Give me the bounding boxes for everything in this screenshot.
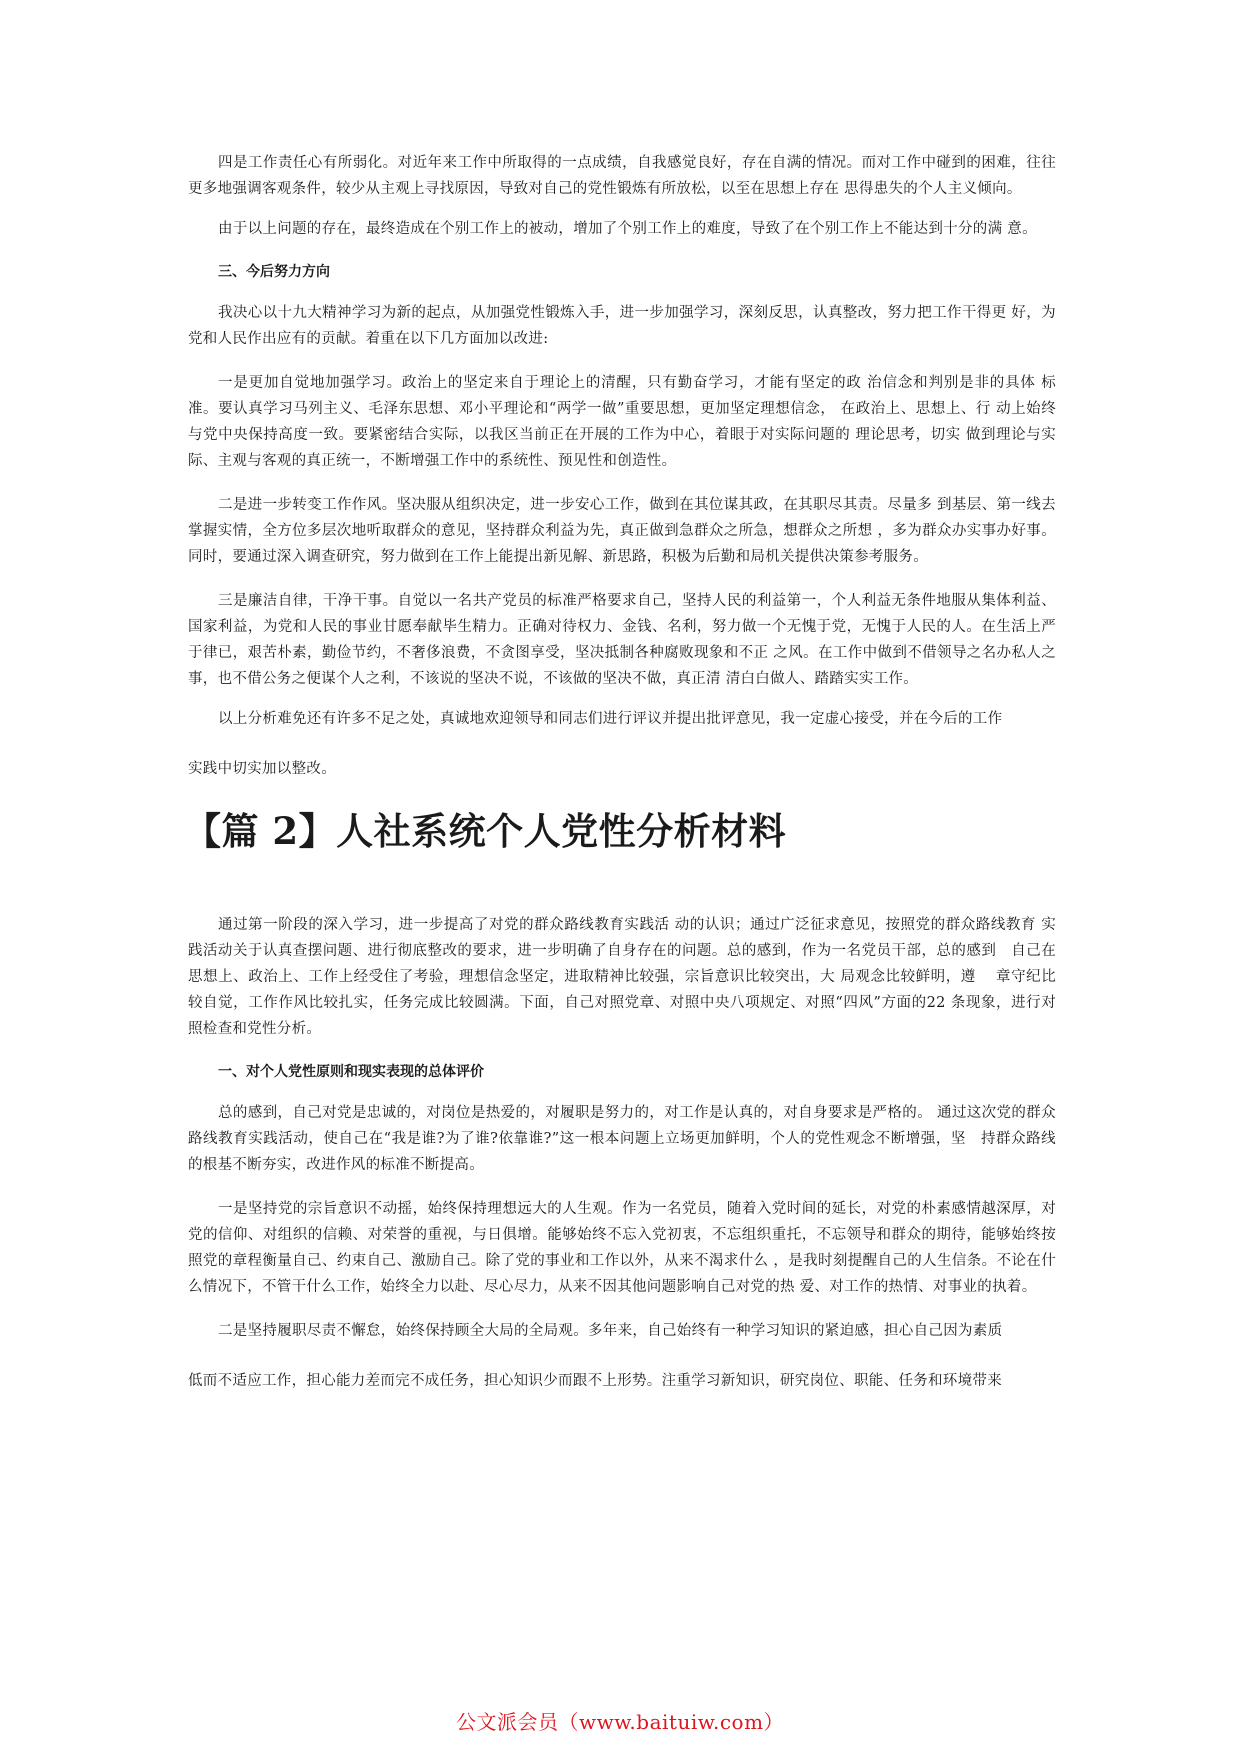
paragraph-resolve: 我决心以十九大精神学习为新的起点，从加强党性锻炼入手，进一步加强学习，深刻反思，认真整改，努力把工作干得更 好，为党和人民作出应有的贡献。着重在以下几方面加以改进: — [188, 305, 1056, 347]
paragraph-duty-continued: 低而不适应工作，担心能力差而完不成任务，担心知识少而跟不上形势。注重学习新知识，研究岗位、职能、任务和环境带来 — [188, 1373, 1002, 1389]
paragraph-integrity: 三是廉洁自律，干净干事。自觉以一名共产党员的标准严格要求自己，坚持人民的利益第一，个人利益无条件地服从集体利益、国家利益，为党和人民的事业甘愿奉献毕生精力。正确对待权力、金钱、名利，努力做一个无愧于党，无愧于人民的人。在生活上严于律已，艰苦朴素，勤俭节约，不奢侈浪费，不贪图享受，坚决抵制各种腐败现象和不正 之风。在工作中做到不借领导之名办私人之事，也不借公务之便谋个人之利，不该说的坚决不说，不该做的坚决不做，真正清 清白白做人、踏踏实实工作。 — [188, 593, 1056, 687]
footer-watermark-link[interactable]: 公文派会员（www.baituiw.com） — [455, 1710, 785, 1734]
paragraph-intro: 通过第一阶段的深入学习，进一步提高了对党的群众路线教育实践活 动的认识；通过广泛征求意见，按照党的群众路线教育 实践活动关于认真查摆问题、进行彻底整改的要求，进一步明确了自身存在的问题。总的感到，作为一名党员干部，总的感到 自己在思想上、政治上、工作上经受住了考验，理想信念坚定，进取精神比较强，宗旨意识比较突出，大 局观念比较鲜明，遵 章守纪比较自觉，工作作风比较扎实，任务完成比较圆满。下面，自己对照党章、对照中央八项规定、对照“四风”方面的22 条现象，进行对照检查和党性分析。 — [188, 917, 1056, 1037]
paragraph-work-responsibility: 四是工作责任心有所弱化。对近年来工作中所取得的一点成绩，自我感觉良好，存在自满的情况。而对工作中碰到的困难，往往更多地强调客观条件，较少从主观上寻找原因，导致对自己的党性锻炼有所放松，以至在思想上存在 思得患失的个人主义倾向。 — [188, 155, 1056, 197]
paragraph-closing-continued: 实践中切实加以整改。 — [188, 761, 336, 777]
section-title: 【篇 2】人社系统个人党性分析材料 — [184, 809, 787, 853]
paragraph-study: 一是更加自觉地加强学习。政治上的坚定来自于理论上的清醒，只有勤奋学习，才能有坚定的政 治信念和判别是非的具体 标准。要认真学习马列主义、毛泽东思想、邓小平理论和“两学一做”重要思想，更加坚定理想信念， 在政治上、思想上、行 动上始终与党中央保持高度一致。要紧密结合实际，以我区当前正在开展的工作为中心，着眼于对实际问题的 理论思考，切实 做到理论与实际、主观与客观的真正统一，不断增强工作中的系统性、预见性和创造性。 — [188, 375, 1056, 469]
paragraph-duty: 二是坚持履职尽责不懈怠，始终保持顾全大局的全局观。多年来，自己始终有一种学习知识的紧迫感，担心自己因为素质 — [218, 1323, 1003, 1339]
document-body — [184, 150, 1056, 1412]
paragraph-closing: 以上分析难免还有许多不足之处，真诚地欢迎领导和同志们进行评议并提出批评意见，我一定虚心接受，并在今后的工作 — [218, 711, 1003, 727]
heading-overall-evaluation: 一、对个人党性原则和现实表现的总体评价 — [218, 1064, 484, 1080]
paragraph-result: 由于以上问题的存在，最终造成在个别工作上的被动，增加了个别工作上的难度，导致了在个别工作上不能达到十分的满 意。 — [218, 221, 1037, 237]
paragraph-overall: 总的感到，自己对党是忠诚的，对岗位是热爱的，对履职是努力的，对工作是认真的，对自身要求是严格的。 通过这次党的群众路线教育实践活动，使自己在“我是谁?为了谁?依靠谁?”这一根本问题上立场更加鲜明，个人的党性观念不断增强，坚 持群众路线的根基不断夯实，改进作风的标准不断提高。 — [188, 1105, 1056, 1173]
paragraph-work-style: 二是进一步转变工作作风。坚决服从组织决定，进一步安心工作，做到在其位谋其政，在其职尽其责。尽量多 到基层、第一线去掌握实情，全方位多层次地听取群众的意见，坚持群众利益为先，真正做到急群众之所急，想群众之所想 ，多为群众办实事办好事。同时，要通过深入调查研究，努力做到在工作上能提出新见解、新思路，积极为后勤和局机关提供决策参考服务。 — [188, 497, 1056, 565]
heading-future-direction: 三、今后努力方向 — [218, 264, 330, 280]
paragraph-purpose: 一是坚持党的宗旨意识不动摇，始终保持理想远大的人生观。作为一名党员，随着入党时间的延长，对党的朴素感情越深厚，对党的信仰、对组织的信赖、对荣誉的重视，与日俱增。能够始终不忘入党初衷，不忘组织重托，不忘领导和群众的期待，能够始终按照党的章程衡量自己、约束自己、激励自己。除了党的事业和工作以外，从来不渴求什么 ，是我时刻提醒自己的人生信条。不论在什么情况下，不管干什么工作，始终全力以赴、尽心尽力，从来不因其他问题影响自己对党的热 爱、对工作的热情、对事业的执着。 — [188, 1201, 1056, 1295]
